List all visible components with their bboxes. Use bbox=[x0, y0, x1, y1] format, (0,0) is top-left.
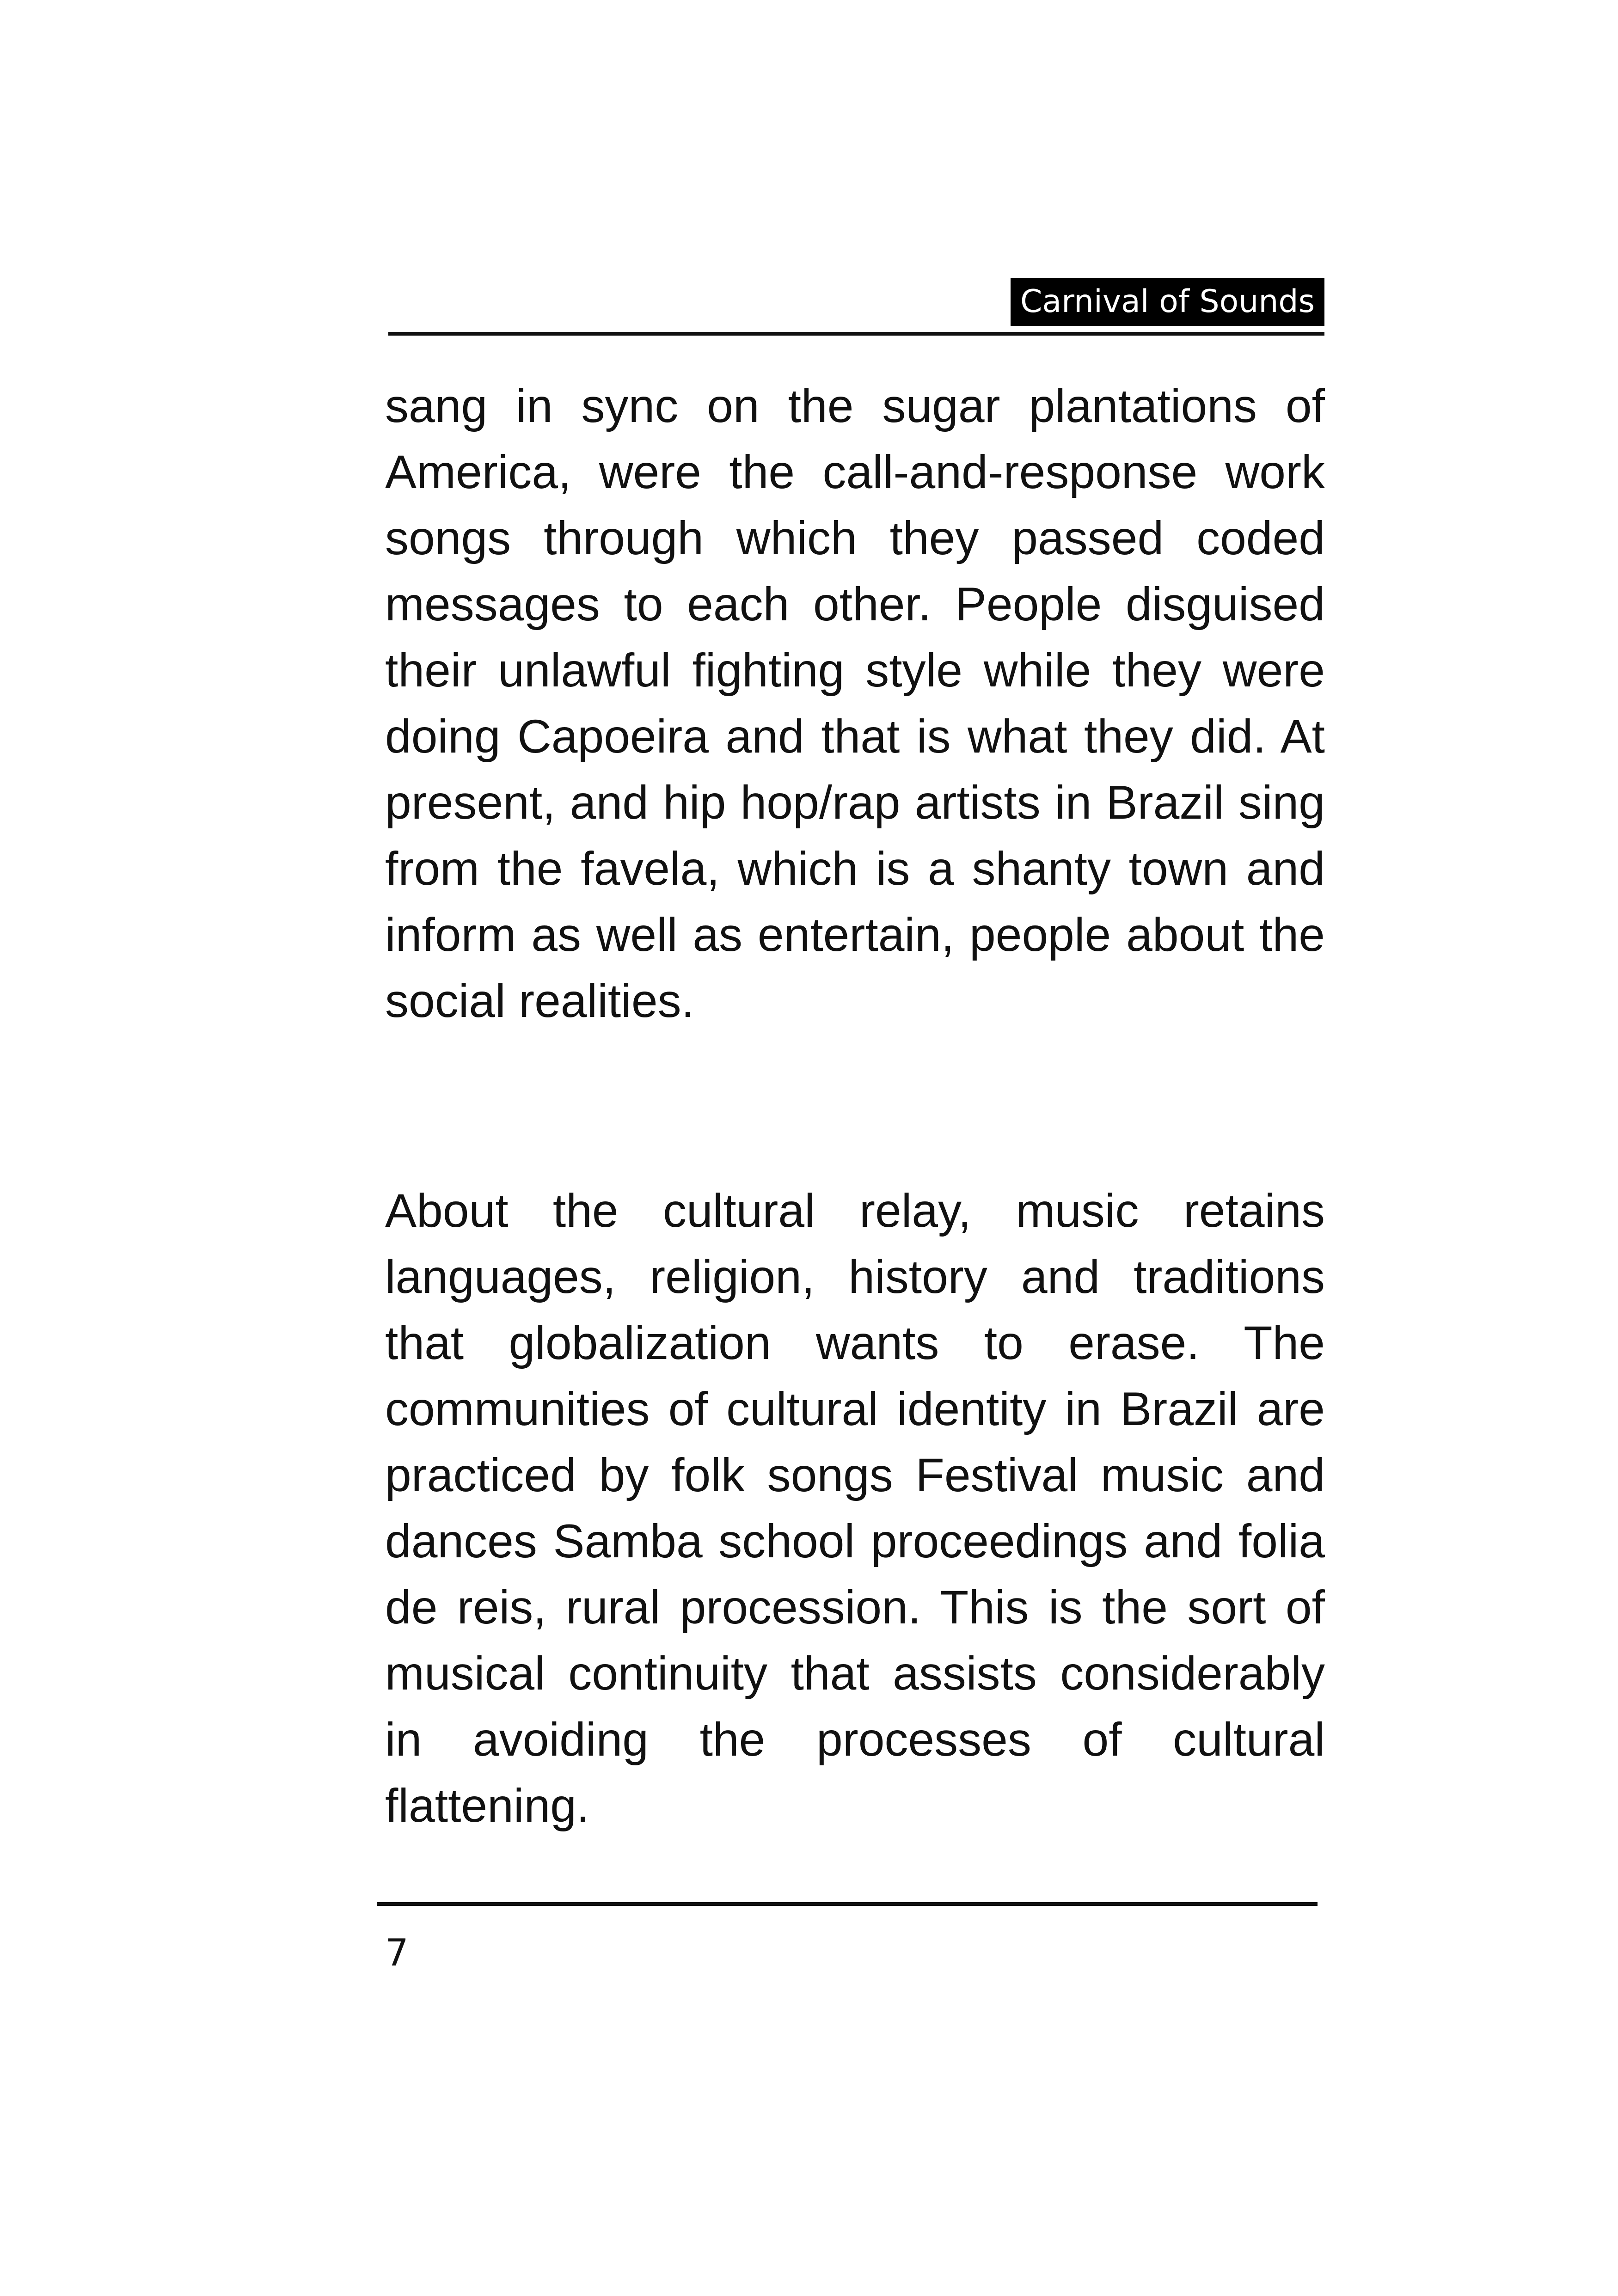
body-paragraph-1: sang in sync on the sugar plantations of America, were the call-and-response work songs through which they passed coded messages to each other. People disguised their unlawful fighting style while they were doing Capoeira and that is what they did. At present, and hip hop/rap artists in Brazil sing from the favela, which is a shanty town and inform as well as entertain, people about the social realities. bbox=[385, 380, 1325, 1027]
body-paragraph-2: About the cultural relay, music retains languages, religion, history and traditions that globalization wants to erase. The communities of cultural identity in Brazil are practiced by folk songs Festival music and dances Samba school proceedings and folia de reis, rural procession. This is the sort of musical continuity that assists considerably in avoiding the processes of cultural flattening. bbox=[385, 1184, 1325, 1832]
header-divider bbox=[388, 332, 1324, 336]
running-header-title: Carnival of Sounds bbox=[1011, 278, 1324, 326]
footer-divider bbox=[377, 1902, 1318, 1906]
page-number: 7 bbox=[385, 1931, 409, 1974]
